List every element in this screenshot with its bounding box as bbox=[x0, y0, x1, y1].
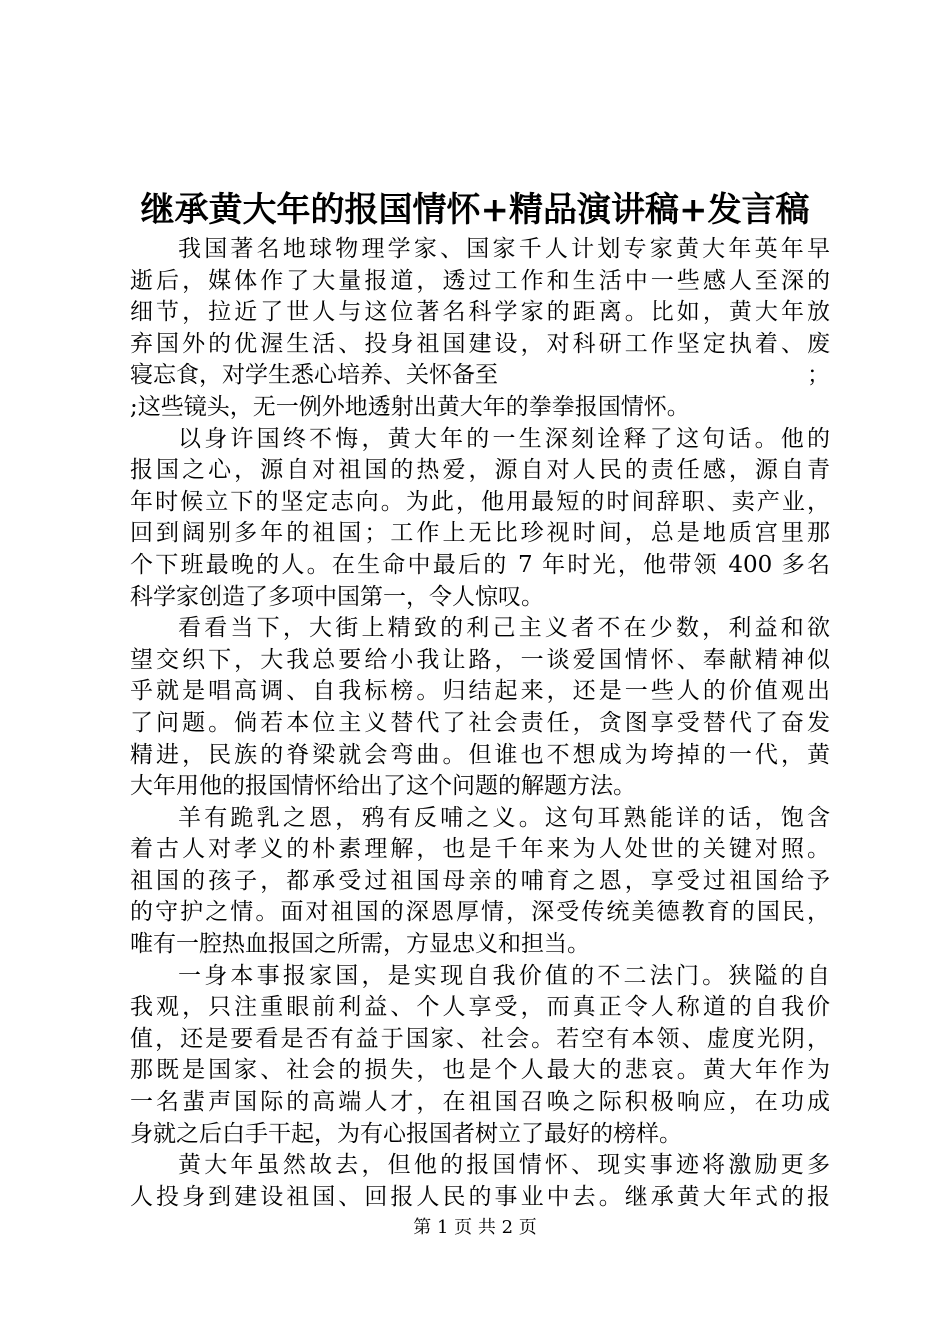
text-line: 望交织下，大我总要给小我让路，一谈爱国情怀、奉献精神似 bbox=[130, 646, 830, 673]
text-line: 我观，只注重眼前利益、个人享受，而真正令人称道的自我价 bbox=[130, 994, 830, 1021]
text-line: 一名蜚声国际的高端人才，在祖国召唤之际积极响应，在功成 bbox=[130, 1089, 830, 1116]
text-line: 报国之心，源自对祖国的热爱，源自对人民的责任感，源自青 bbox=[130, 457, 830, 484]
text-line: 羊有跪乳之恩，鸦有反哺之义。这句耳熟能详的话，饱含 bbox=[178, 804, 830, 831]
text-line: 一身本事报家国，是实现自我价值的不二法门。狭隘的自 bbox=[178, 962, 830, 989]
text-line: 的守护之情。面对祖国的深恩厚情，深受传统美德教育的国民， bbox=[130, 899, 830, 926]
document-body bbox=[130, 234, 830, 1213]
text-line: 唯有一腔热血报国之所需，方显忠义和担当。 bbox=[130, 931, 590, 958]
text-line: 大年用他的报国情怀给出了这个问题的解题方法。 bbox=[130, 773, 636, 800]
text-line: 人投身到建设祖国、回报人民的事业中去。继承黄大年式的报 bbox=[130, 1183, 830, 1210]
text-line: 身就之后白手干起，为有心报国者树立了最好的榜样。 bbox=[130, 1120, 682, 1147]
text-line: 科学家创造了多项中国第一，令人惊叹。 bbox=[130, 583, 544, 610]
text-line: 精进，民族的脊梁就会弯曲。但谁也不想成为垮掉的一代，黄 bbox=[130, 741, 830, 768]
text-line: 着古人对孝义的朴素理解，也是千年来为人处世的关键对照。 bbox=[130, 836, 830, 863]
page-footer: 第 1 页 共 2 页 bbox=[413, 1217, 537, 1238]
text-line: 细节，拉近了世人与这位著名科学家的距离。比如，黄大年放 bbox=[130, 299, 830, 326]
text-line: 那既是国家、社会的损失，也是个人最大的悲哀。黄大年作为 bbox=[130, 1057, 830, 1084]
text-line: 黄大年虽然故去，但他的报国情怀、现实事迹将激励更多 bbox=[178, 1152, 830, 1179]
text-line: 了问题。倘若本位主义替代了社会责任，贪图享受替代了奋发 bbox=[130, 709, 830, 736]
text-line: 年时候立下的坚定志向。为此，他用最短的时间辞职、卖产业， bbox=[130, 488, 830, 515]
text-line: ;这些镜头，无一例外地透射出黄大年的拳拳报国情怀。 bbox=[130, 393, 690, 420]
text-line: 以身许国终不悔，黄大年的一生深刻诠释了这句话。他的 bbox=[178, 425, 830, 452]
text-line: 值，还是要看是否有益于国家、社会。若空有本领、虚度光阴， bbox=[130, 1025, 830, 1052]
text-line: 回到阔别多年的祖国；工作上无比珍视时间，总是地质宫里那 bbox=[130, 520, 830, 547]
text-line: 个下班最晚的人。在生命中最后的 7 年时光，他带领 400 多名 bbox=[130, 551, 830, 578]
text-line: 乎就是唱高调、自我标榜。归结起来，还是一些人的价值观出 bbox=[130, 678, 830, 705]
text-line-trailing-semicolon: ； bbox=[807, 362, 830, 389]
text-line: 我国著名地球物理学家、国家千人计划专家黄大年英年早 bbox=[178, 236, 830, 262]
document-title: 继承黄大年的报国情怀+精品演讲稿+发言稿 bbox=[140, 190, 810, 230]
text-line bbox=[130, 360, 830, 392]
text-line: 看看当下，大街上精致的利己主义者不在少数，利益和欲 bbox=[178, 615, 830, 642]
text-line: 逝后，媒体作了大量报道，透过工作和生活中一些感人至深的 bbox=[130, 267, 830, 294]
text-line: 弃国外的优渥生活、投身祖国建设，对科研工作坚定执着、废 bbox=[130, 330, 830, 357]
text-line: 祖国的孩子，都承受过祖国母亲的哺育之恩，享受过祖国给予 bbox=[130, 867, 830, 894]
text-line-content: 寝忘食，对学生悉心培养、关怀备至 bbox=[130, 362, 498, 389]
